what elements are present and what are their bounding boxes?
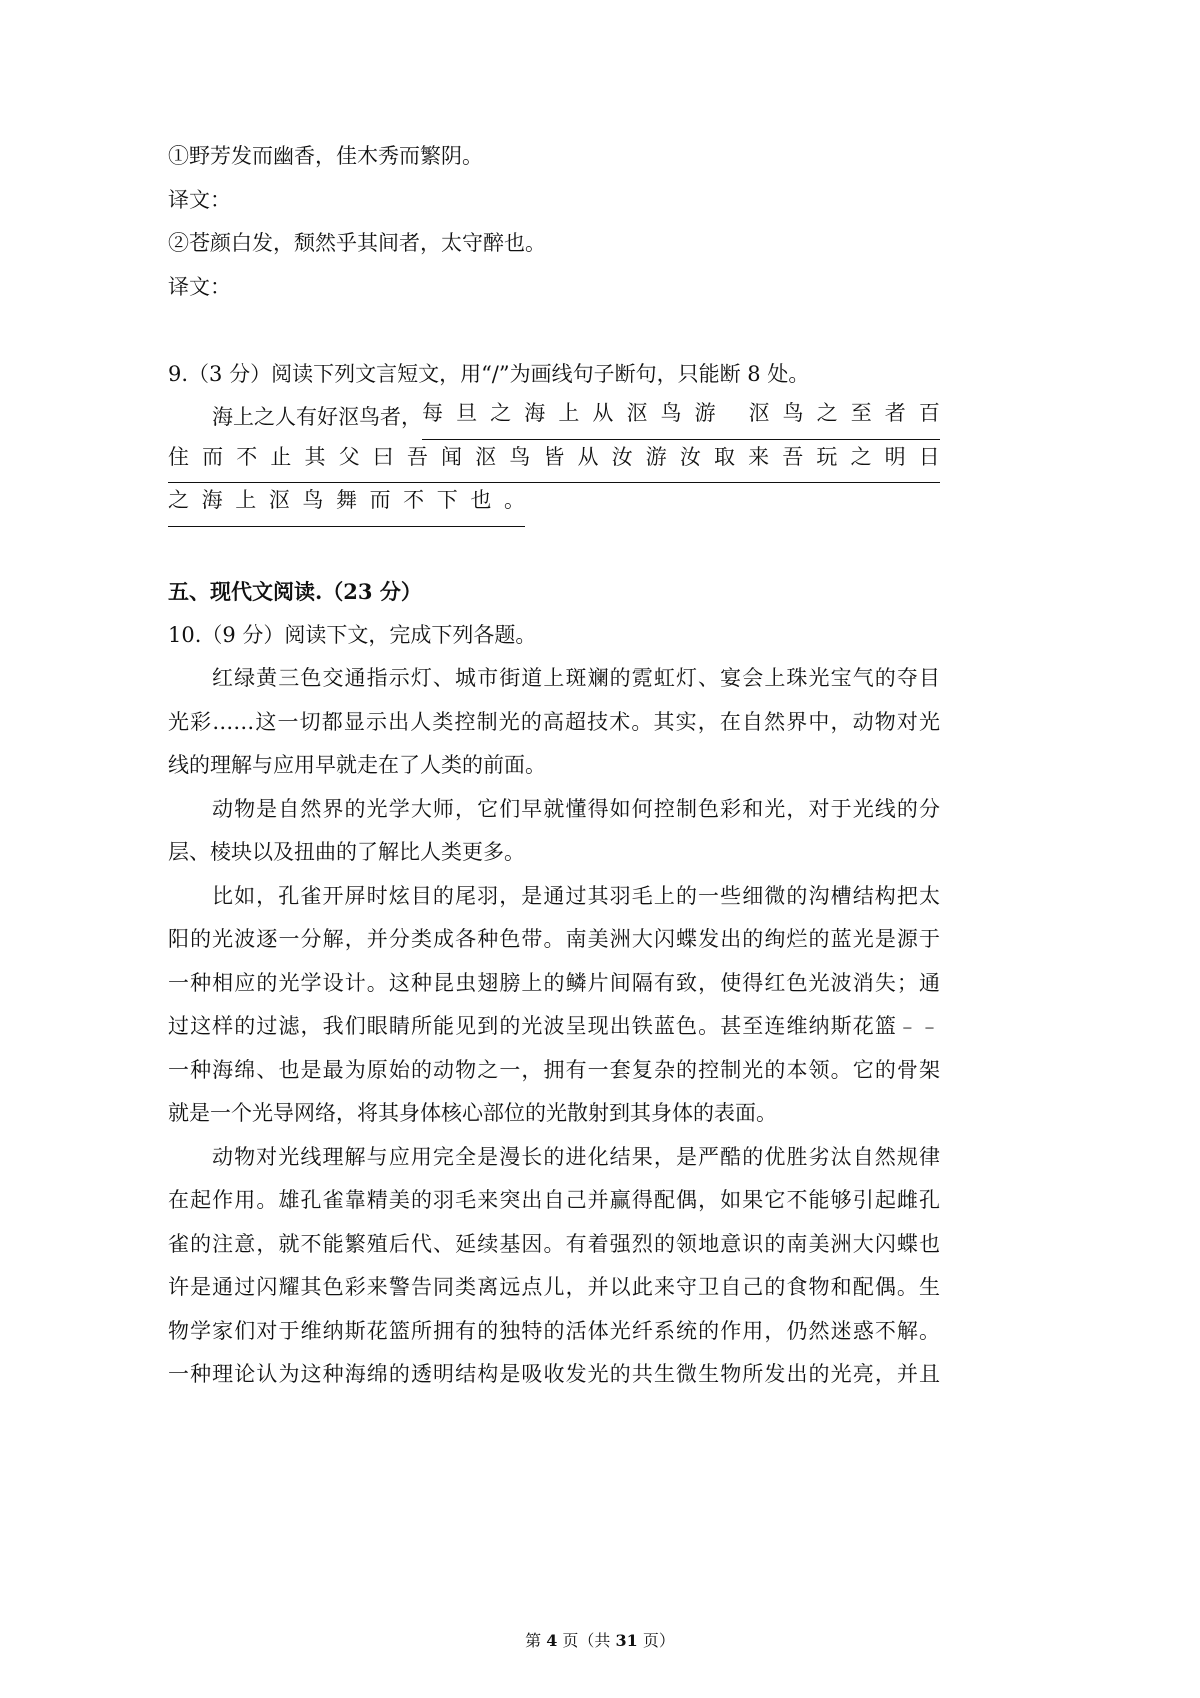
underlined-passage-line [168, 483, 940, 527]
underlined-passage-line [168, 396, 940, 440]
document-body [168, 135, 940, 1397]
text-line: 一种相应的光学设计。这种昆虫翅膀上的鳞片间隔有致，使得红色光波消失；通 [168, 970, 940, 995]
underlined-passage-line [168, 440, 940, 484]
text-line: 一种海绵、也是最为原始的动物之一，拥有一套复杂的控制光的本领。它的骨架 [168, 1057, 940, 1082]
blank-line [168, 309, 940, 353]
text-line: 许是通过闪耀其色彩来警告同类离远点儿，并以此来守卫自己的食物和配偶。生 [168, 1275, 940, 1299]
text-line: ①野芳发而幽香，佳木秀而繁阴。 [168, 144, 483, 168]
underlined-sentence: 之 海 上 沤 鸟 舞 而 不 下 也 。 [168, 483, 525, 527]
blank-line [168, 527, 940, 571]
text-line: 9.（3 分）阅读下列文言短文，用“/”为画线句子断句，只能断 8 处。 [168, 361, 810, 386]
text-line: 光彩……这一切都显示出人类控制光的高超技术。其实，在自然界中，动物对光 [168, 709, 940, 734]
text-line: 线的理解与应用早就走在了人类的前面。 [168, 753, 546, 777]
text-line: 过这样的过滤，我们眼睛所能见到的光波呈现出铁蓝色。甚至连维纳斯花篮﹣﹣ [168, 1014, 940, 1038]
text-line: 译文： [168, 187, 231, 212]
text-line: 一种理论认为这种海绵的透明结构是吸收发光的共生微生物所发出的光亮，并且 [168, 1362, 940, 1386]
page-number: 4 [546, 1631, 558, 1650]
text-line: 动物是自然界的光学大师，它们早就懂得如何控制色彩和光，对于光线的分 [212, 796, 940, 821]
passage-text: 海上之人有好沤鸟者， [212, 405, 422, 429]
text-line: 五、现代文阅读.（23 分） [168, 579, 422, 604]
text-line: 层、棱块以及扭曲的了解比人类更多。 [168, 840, 525, 864]
text-line: 就是一个光导网络，将其身体核心部位的光散射到其身体的表面。 [168, 1101, 777, 1125]
total-pages: 31 [615, 1631, 638, 1650]
page-footer: 第 4 页（共 31 页） [525, 1631, 675, 1650]
text-line: 在起作用。雄孔雀靠精美的羽毛来突出自己并赢得配偶，如果它不能够引起雌孔 [168, 1188, 940, 1212]
text-line: 雀的注意，就不能繁殖后代、延续基因。有着强烈的领地意识的南美洲大闪蝶也 [168, 1231, 940, 1256]
text-line: 比如，孔雀开屏时炫目的尾羽，是通过其羽毛上的一些细微的沟槽结构把太 [212, 883, 940, 908]
text-line: 红绿黄三色交通指示灯、城市街道上斑斓的霓虹灯、宴会上珠光宝气的夺目 [212, 666, 940, 690]
text-line: 译文： [168, 274, 231, 299]
text-line: 物学家们对于维纳斯花篮所拥有的独特的活体光纤系统的作用，仍然迷惑不解。 [168, 1318, 940, 1343]
text-line: 10.（9 分）阅读下文，完成下列各题。 [168, 622, 537, 647]
text-line: ②苍颜白发，颓然乎其间者，太守醉也。 [168, 231, 546, 255]
text-line: 阳的光波逐一分解，并分类成各种色带。南美洲大闪蝶发出的绚烂的蓝光是源于 [168, 927, 940, 951]
underlined-sentence: 住 而 不 止 其 父 曰 吾 闻 沤 鸟 皆 从 汝 游 汝 取 来 吾 玩 之 明 日 [168, 440, 940, 484]
underlined-sentence: 每 旦 之 海 上 从 沤 鸟 游 沤 鸟 之 至 者 百 [422, 396, 940, 440]
text-line: 动物对光线理解与应用完全是漫长的进化结果，是严酷的优胜劣汰自然规律 [212, 1144, 940, 1169]
